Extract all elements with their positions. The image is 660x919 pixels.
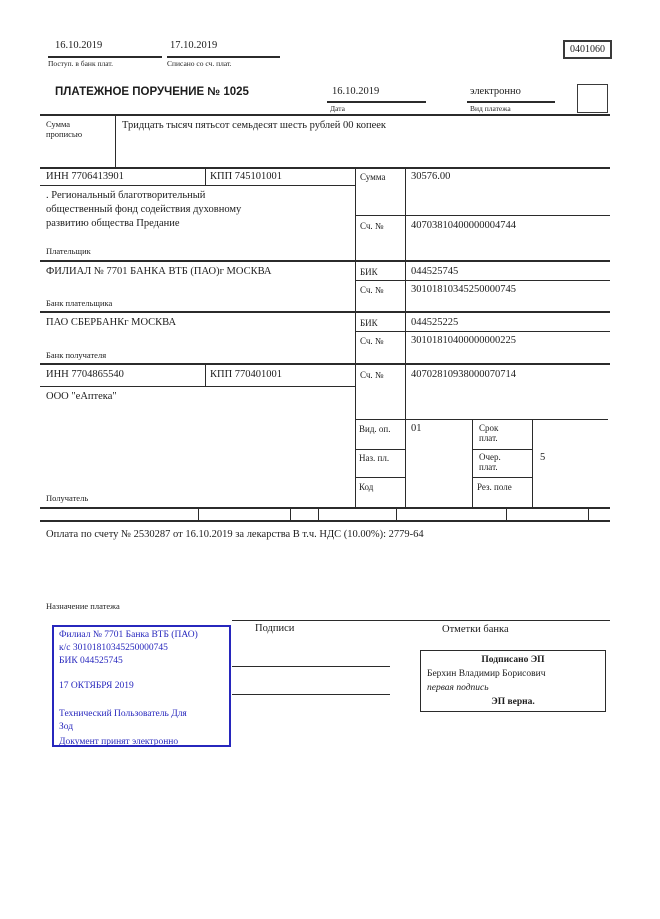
amount-label: Сумма — [360, 172, 386, 182]
payee-bank-account: 30101810400000000225 — [411, 335, 516, 346]
table-line — [115, 114, 116, 167]
esign-title: Подписано ЭП — [481, 655, 545, 665]
table-line — [40, 185, 355, 186]
amount-in-words: Тридцать тысяч пятьсот семьдесят шесть рублей 00 копеек — [122, 120, 387, 131]
payer-name-line3: развитию общества Предание — [46, 218, 180, 229]
received-in-bank-date: 16.10.2019 — [55, 40, 103, 51]
signature-line — [232, 666, 390, 667]
table-line — [355, 280, 610, 281]
divider-line — [467, 101, 555, 103]
table-line — [355, 419, 608, 420]
priority-label: Очер. плат. — [479, 452, 501, 473]
status-checkbox — [577, 84, 608, 113]
payment-kind-value: электронно — [470, 86, 521, 97]
table-line — [355, 449, 405, 450]
stamp-bank-name: Филиал № 7701 Банка ВТБ (ПАО) — [59, 630, 198, 640]
payer-inn: ИНН 7706413901 — [46, 171, 124, 182]
table-line — [355, 215, 610, 216]
stamp-corr-account: к/с 30101810345250000745 — [59, 643, 168, 653]
payee-bank-bik-label: БИК — [360, 318, 378, 328]
payee-bank-section-label: Банк получателя — [46, 350, 107, 360]
payer-bank-bik: 044525745 — [411, 266, 459, 277]
payment-purpose-text: Оплата по счету № 2530287 от 16.10.2019 за лекарства В т.ч. НДС (10.00%): 2779-64 — [46, 529, 424, 540]
table-line — [472, 477, 532, 478]
signature-line — [232, 694, 390, 695]
table-line — [40, 520, 610, 522]
purpose-code-label: Наз. пл. — [359, 453, 390, 463]
payee-kpp: КПП 770401001 — [210, 369, 283, 380]
table-line — [532, 419, 533, 508]
date-label: Дата — [330, 104, 345, 113]
op-kind-value: 01 — [411, 423, 422, 434]
payer-account-label: Сч. № — [360, 221, 384, 231]
esign-verified: ЭП верна. — [491, 697, 535, 707]
table-line — [318, 509, 319, 520]
reserve-field-label: Рез. поле — [477, 482, 512, 492]
electronic-signature-stamp — [420, 650, 606, 712]
table-line — [205, 363, 206, 386]
amount-value: 30576.00 — [411, 171, 451, 182]
table-line — [588, 509, 589, 520]
payer-bank-account: 30101810345250000745 — [411, 284, 516, 295]
esign-name: Берхин Владимир Борисович — [427, 669, 546, 679]
table-line — [396, 509, 397, 520]
table-line — [198, 509, 199, 520]
payee-name: ООО "еАптека" — [46, 391, 117, 402]
code-label: Код — [359, 482, 374, 492]
priority-value: 5 — [540, 452, 546, 463]
payment-purpose-label: Назначение платежа — [46, 601, 120, 611]
due-date-label: Срок плат. — [479, 423, 499, 444]
document-title: ПЛАТЕЖНОЕ ПОРУЧЕНИЕ № 1025 — [55, 86, 249, 98]
stamp-accepted: Документ принят электронно — [59, 737, 179, 747]
table-line — [205, 167, 206, 185]
payee-section-label: Получатель — [46, 493, 89, 503]
payer-kpp: КПП 745101001 — [210, 171, 283, 182]
table-line — [232, 620, 610, 621]
payer-bank-account-label: Сч. № — [360, 285, 384, 295]
table-line — [472, 449, 532, 450]
payee-inn: ИНН 7704865540 — [46, 369, 124, 380]
payer-bank-section-label: Банк плательщика — [46, 298, 113, 308]
payer-section-label: Плательщик — [46, 246, 91, 256]
debited-from-account-date: 17.10.2019 — [170, 40, 218, 51]
payer-bank-bik-label: БИК — [360, 267, 378, 277]
table-line — [40, 260, 610, 262]
table-line — [40, 507, 610, 509]
payee-bank-name: ПАО СБЕРБАНКг МОСКВА — [46, 317, 177, 328]
amount-in-words-label: Сумма прописью — [46, 119, 83, 139]
document-date: 16.10.2019 — [332, 86, 380, 97]
stamp-bik: БИК 044525745 — [59, 656, 123, 666]
payee-account-label: Сч. № — [360, 370, 384, 380]
payee-account: 40702810938000070714 — [411, 369, 516, 380]
divider-line — [48, 56, 162, 58]
divider-line — [327, 101, 426, 103]
table-line — [355, 331, 610, 332]
stamp-date: 17 ОКТЯБРЯ 2019 — [59, 681, 134, 691]
stamp-user-line2: Зод — [59, 722, 74, 732]
op-kind-label: Вид. оп. — [359, 424, 391, 434]
table-line — [290, 509, 291, 520]
signatures-label: Подписи — [255, 623, 295, 634]
payment-kind-label: Вид платежа — [470, 104, 511, 113]
table-line — [40, 386, 355, 387]
stamp-user-line1: Технический Пользователь Для — [59, 709, 187, 719]
payer-account: 40703810400000004744 — [411, 220, 516, 231]
bank-marks-label: Отметки банка — [442, 624, 509, 635]
debited-from-account-label: Списано со сч. плат. — [167, 59, 232, 68]
payer-name-line2: общественный фонд содействия духовному — [46, 204, 242, 215]
bank-acceptance-stamp — [52, 625, 231, 747]
table-line — [355, 477, 405, 478]
table-line — [405, 167, 406, 508]
table-line — [40, 167, 610, 169]
table-line — [40, 363, 610, 365]
payee-bank-bik: 044525225 — [411, 317, 459, 328]
form-code-box: 0401060 — [563, 40, 612, 59]
received-in-bank-label: Поступ. в банк плат. — [48, 59, 113, 68]
esign-subtitle: первая подпись — [427, 683, 489, 693]
payee-bank-account-label: Сч. № — [360, 336, 384, 346]
table-line — [506, 509, 507, 520]
table-line — [40, 311, 610, 313]
table-line — [40, 114, 610, 116]
table-line — [472, 419, 473, 508]
table-line — [355, 167, 356, 508]
payer-name-line1: . Региональный благотворительный — [46, 190, 206, 201]
divider-line — [167, 56, 280, 58]
payer-bank-name: ФИЛИАЛ № 7701 БАНКА ВТБ (ПАО)г МОСКВА — [46, 266, 272, 277]
